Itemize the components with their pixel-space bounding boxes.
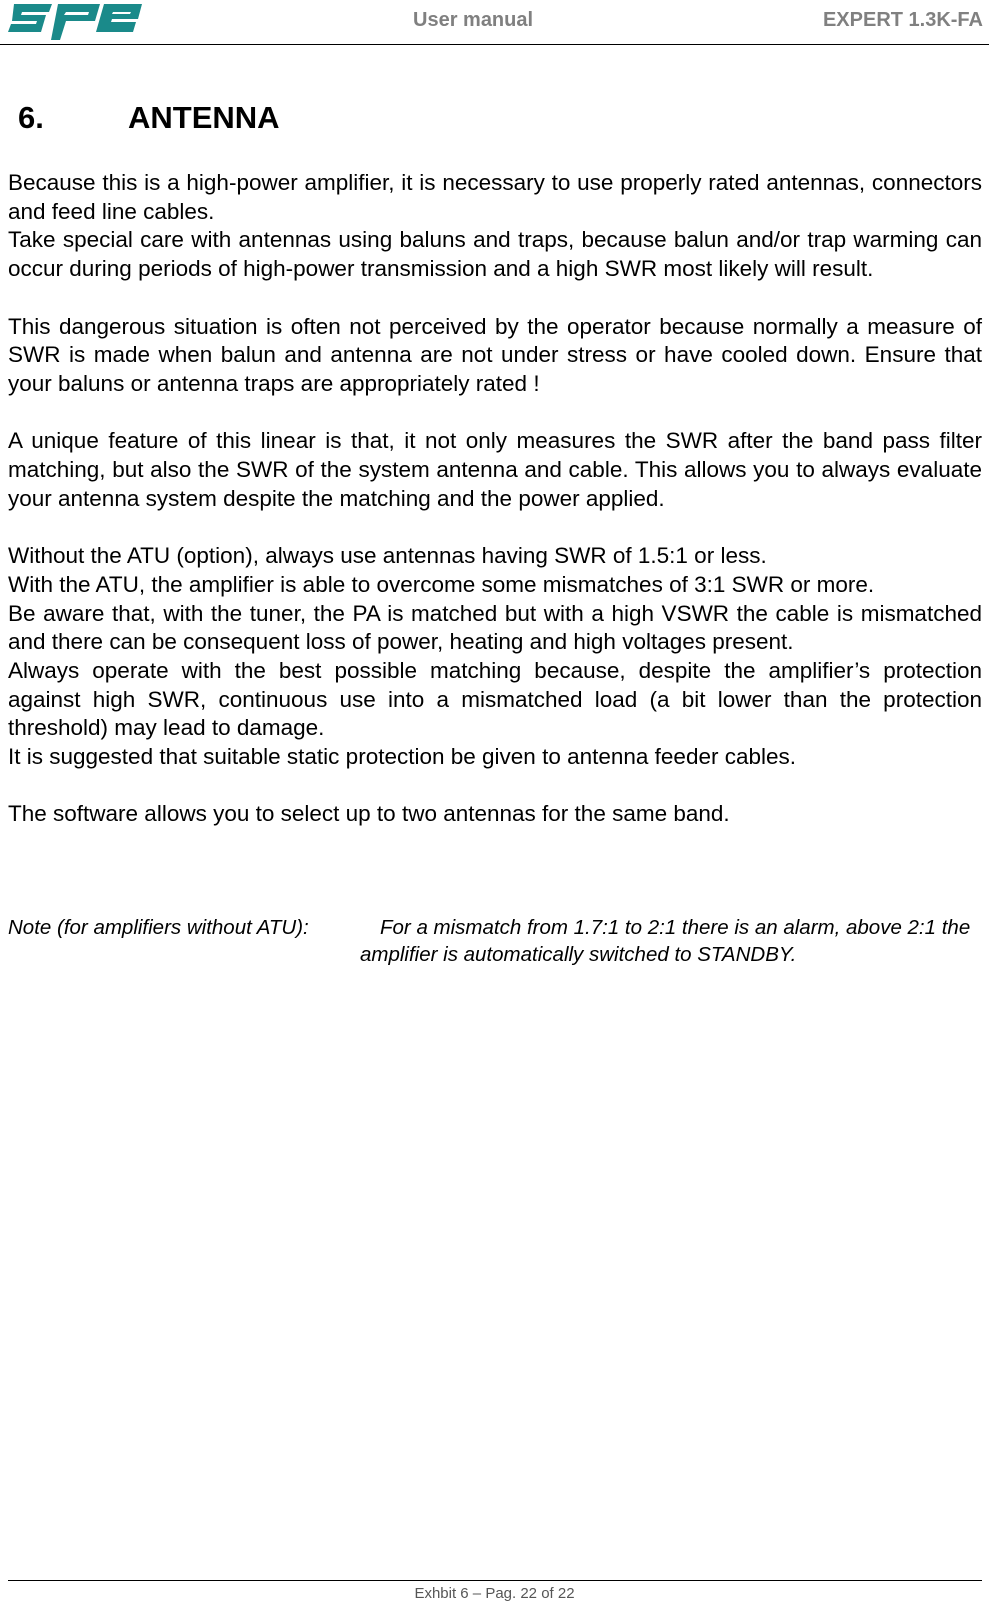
paragraph: With the ATU, the amplifier is able to overcome some mismatches of 3:1 SWR or more. (8, 571, 875, 597)
paragraph: This dangerous situation is often not perceived by the operator because normally a measure of SWR is made when balun and antenna are not under stress or have cooled down. Ensure that your baluns or antenna traps are appropriately rated ! (8, 313, 982, 396)
paragraph: A unique feature of this linear is that, it not only measures the SWR after the band pass filter matching, but also the SWR of the system antenna and cable. This allows you to always evaluate your antenna system despite the matching and the power applied. (8, 428, 982, 511)
page-footer: Exhbit 6 – Pag. 22 of 22 (414, 1585, 575, 1602)
note-text: For a mismatch from 1.7:1 to 2:1 there is an alarm, above 2:1 the amplifier is automatically switched to STANDBY. (360, 916, 971, 966)
page-header (0, 0, 989, 45)
footer-divider (8, 1580, 982, 1581)
section-number: 6. (18, 100, 44, 135)
note-label: Note (for amplifiers without ATU): (8, 916, 309, 939)
paragraph: It is suggested that suitable static protection be given to antenna feeder cables. (8, 744, 797, 770)
paragraph: Take special care with antennas using baluns and traps, because balun and/or trap warming can occur during periods of high-power transmission and a high SWR most likely will result. (8, 227, 982, 282)
note-block (8, 915, 982, 968)
section-title: ANTENNA (128, 100, 280, 135)
paragraph: The software allows you to select up to two antennas for the same band. (8, 801, 730, 827)
header-model: EXPERT 1.3K-FA (822, 9, 983, 31)
paragraph: Because this is a high-power amplifier, it is necessary to use properly rated antennas, connectors and feed line cables. (8, 170, 982, 224)
section-heading (18, 100, 280, 136)
paragraph: Without the ATU (option), always use antennas having SWR of 1.5:1 or less. (8, 543, 767, 569)
body-text (8, 169, 982, 829)
spe-logo (8, 2, 142, 40)
paragraph: Always operate with the best possible matching because, despite the amplifier’s protection against high SWR, continuous use into a mismatched load (a bit lower than the protection threshold) may lead to damage. (8, 657, 982, 741)
paragraph: Be aware that, with the tuner, the PA is matched but with a high VSWR the cable is mismatched and there can be consequent loss of power, heating and high voltages present. (8, 600, 982, 655)
header-doc-type: User manual (413, 9, 534, 31)
